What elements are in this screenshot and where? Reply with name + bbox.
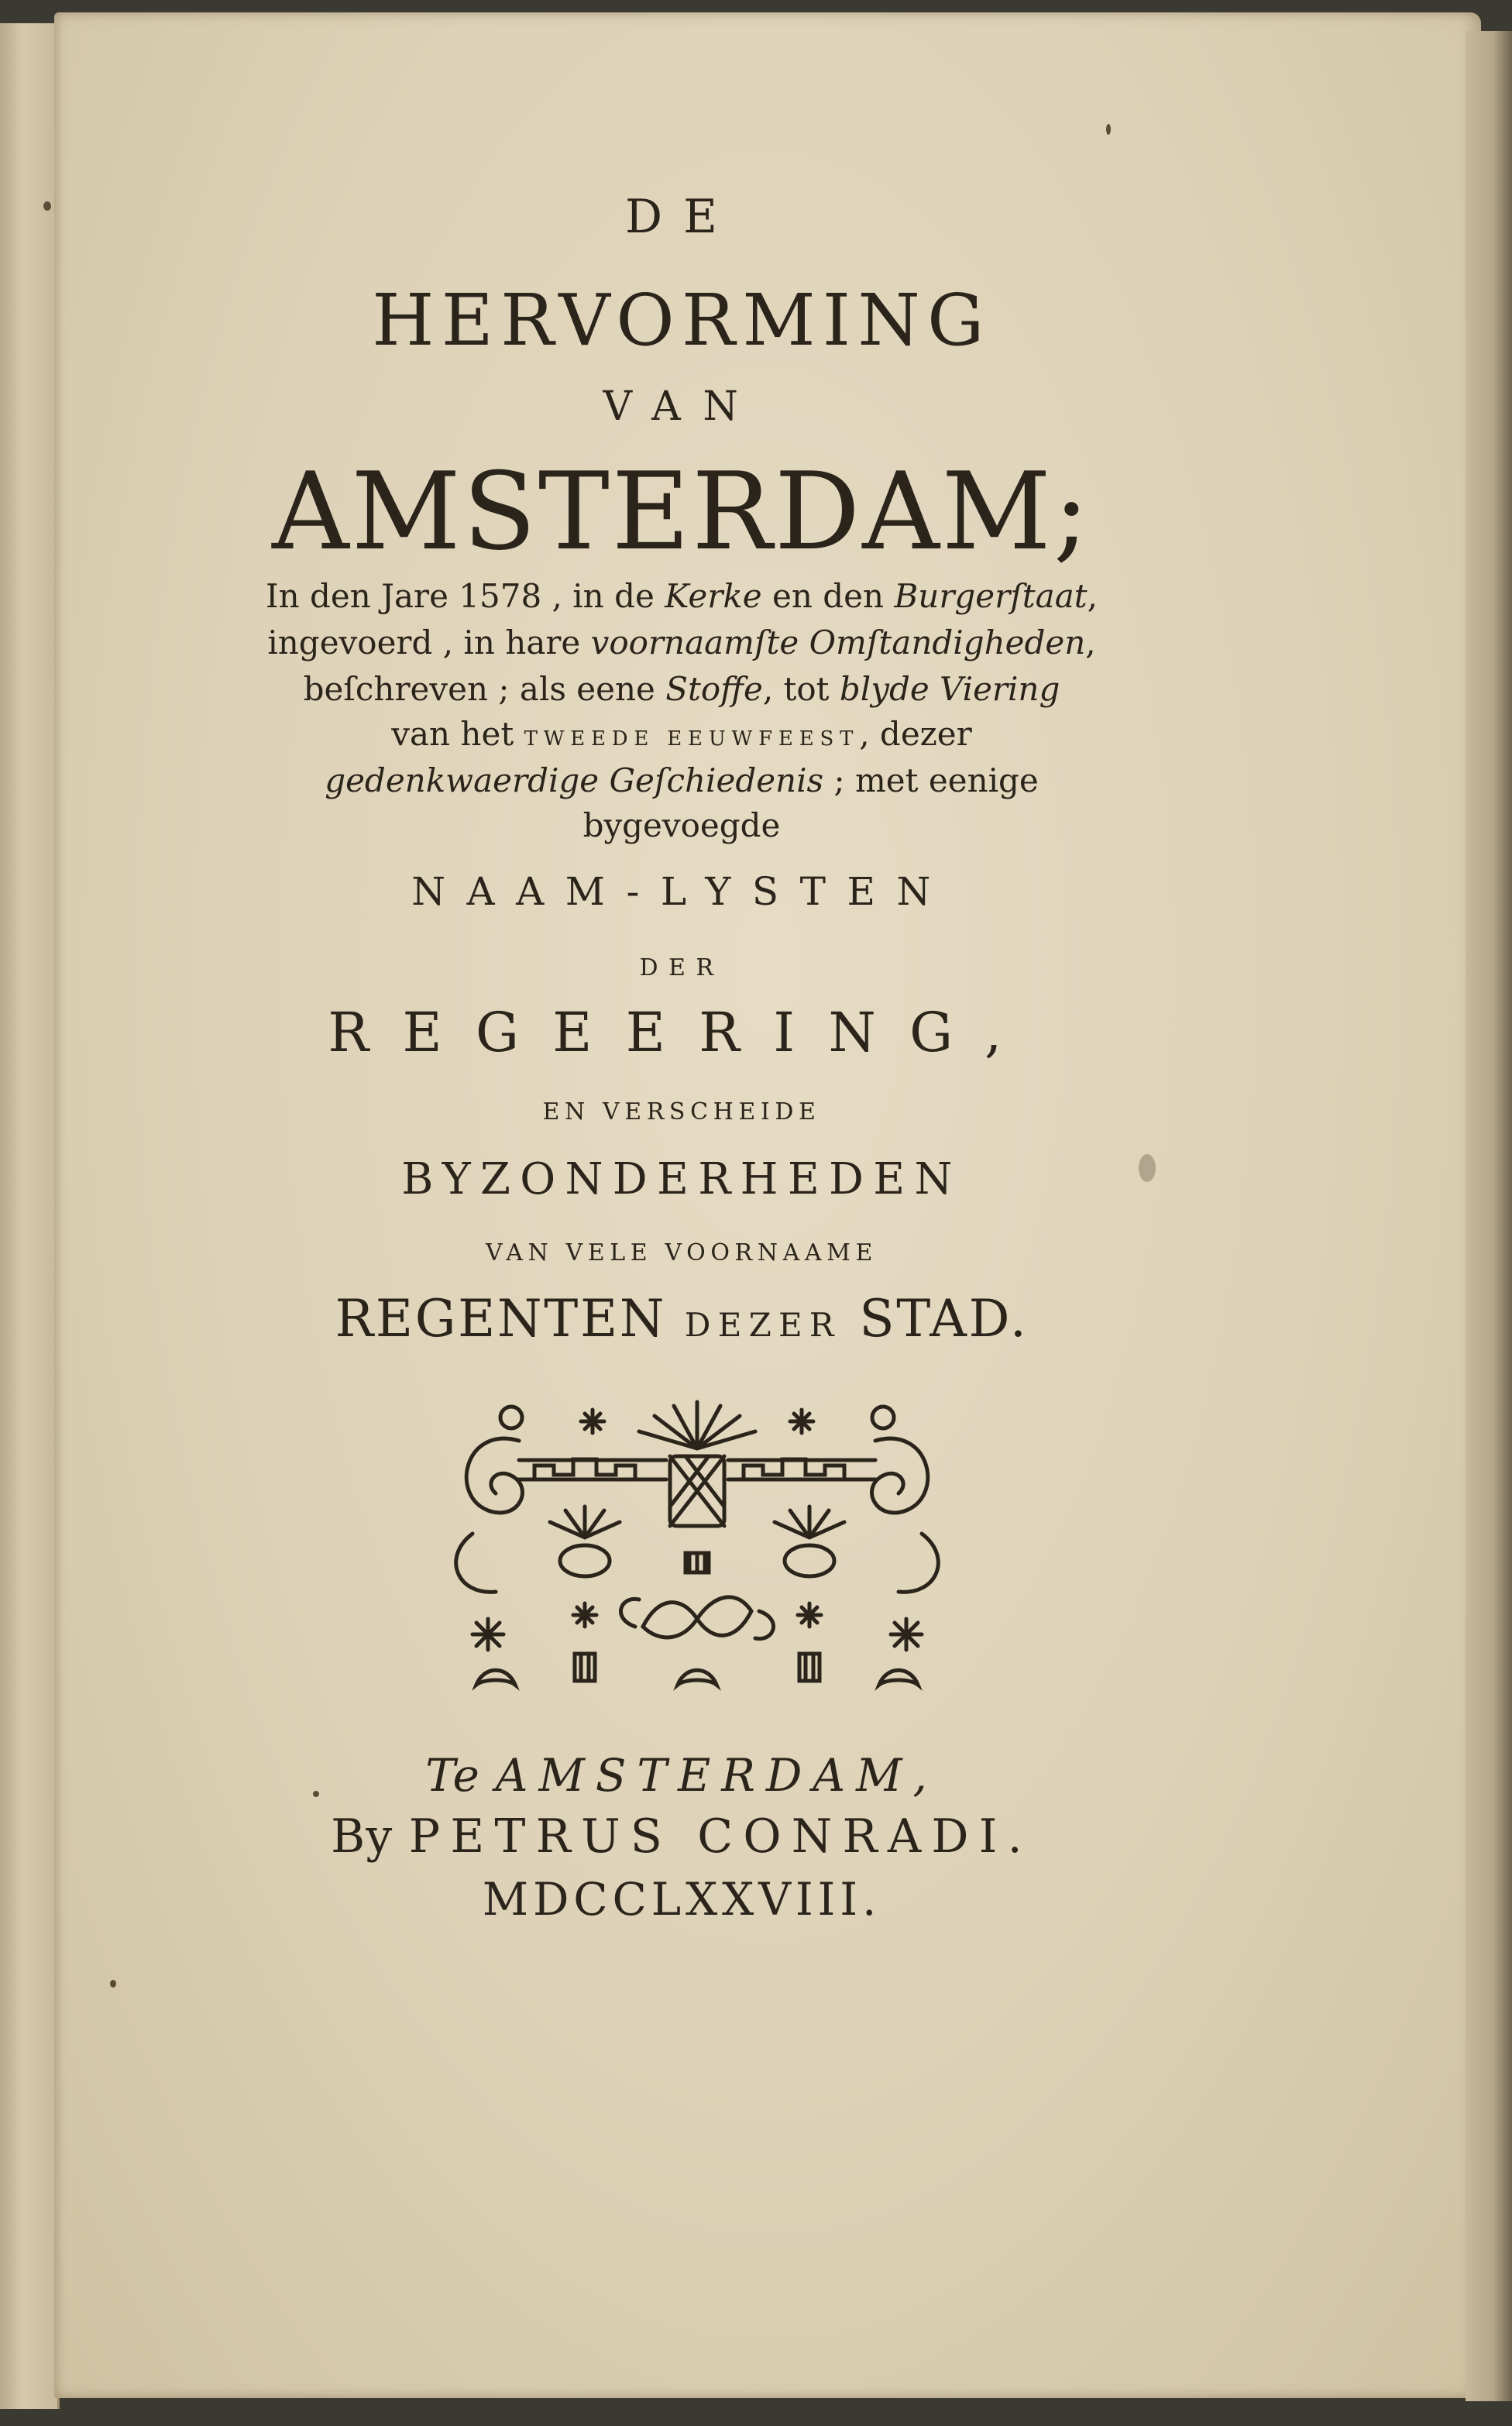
subtitle-line-5	[54, 758, 1309, 804]
subtitle-line-3	[54, 666, 1309, 713]
title-van-vele-voornaame: VAN VELE VOORNAAME	[486, 1239, 878, 1266]
subtitle-tweede-eeuwfeest: TWEEDE EEUWFEEST	[524, 727, 860, 751]
paper-stain	[1139, 1154, 1156, 1182]
subtitle-line-1-e: ,	[1087, 577, 1098, 615]
subtitle-line-5-b: ; met eenige	[823, 761, 1039, 799]
title-regenten-dezer-stad	[54, 1289, 1309, 1349]
imprint-petrus-conradi: PETRUS CONRADI.	[408, 1809, 1033, 1864]
title-word-de: DE	[625, 190, 738, 244]
page-edge-shadow	[1466, 31, 1512, 2401]
title-der: DER	[639, 954, 724, 981]
subtitle-line-2-c: ,	[1085, 624, 1096, 661]
paper-speck	[110, 1980, 116, 1988]
title-word-hervorming: HERVORMING	[372, 279, 991, 362]
imprint-by: By	[331, 1809, 409, 1864]
subtitle-line-4-c: , dezer	[859, 715, 972, 753]
subtitle-line-1-a: In den Jare 1578 , in de	[266, 577, 665, 615]
subtitle-line-2	[54, 620, 1309, 666]
subtitle-blyde-viering: blyde Viering	[839, 670, 1060, 708]
imprint-te: Te	[425, 1749, 496, 1802]
sunburst-top-icon	[639, 1402, 755, 1448]
imprint-printer	[54, 1809, 1309, 1864]
subtitle-omstandigheden: voornaamſte Omſtandigheden	[590, 624, 1086, 661]
title-dezer: DEZER	[684, 1306, 841, 1344]
subtitle-geschiedenis: gedenkwaerdige Geſchiedenis	[325, 761, 824, 799]
subtitle-line-3-c: , tot	[762, 670, 840, 708]
imprint-amsterdam: AMSTERDAM,	[495, 1749, 938, 1802]
subtitle-line-2-a: ingevoerd , in hare	[267, 624, 591, 661]
subtitle-line-6: bygevoegde	[582, 806, 781, 844]
subtitle-line-1-c: en den	[761, 577, 895, 615]
title-en-verscheide: EN VERSCHEIDE	[542, 1098, 821, 1125]
subtitle-stoffe: Stoffe	[665, 670, 763, 708]
title-regenten: REGENTEN	[335, 1289, 685, 1349]
title-byzonderheden: BYZONDERHEDEN	[401, 1154, 962, 1204]
subtitle-burgerstaat: Burgerſtaat	[894, 577, 1088, 615]
subtitle-kerke: Kerke	[665, 577, 762, 615]
title-word-amsterdam: AMSTERDAM;	[272, 449, 1091, 574]
imprint-year: MDCCLXXVIII.	[482, 1873, 881, 1926]
title-naam-lysten: NAAM-LYSTEN	[411, 869, 952, 914]
subtitle-line-4	[54, 711, 1309, 762]
title-regeering: REGEERING,	[328, 1001, 1036, 1064]
previous-leaf-edge	[0, 23, 60, 2409]
subtitle-line-4-a: van het	[391, 715, 524, 753]
paper-page	[54, 12, 1481, 2398]
paper-speck	[43, 201, 51, 211]
subtitle-line-1	[54, 573, 1309, 620]
subtitle-line-3-a: beſchreven ; als eene	[303, 670, 666, 708]
paper-speck	[1106, 124, 1111, 135]
paper-speck	[313, 1791, 319, 1797]
printers-ornament-icon	[403, 1394, 991, 1704]
title-word-van: VAN	[603, 383, 761, 430]
imprint-place	[54, 1749, 1309, 1802]
title-stad: STAD.	[840, 1289, 1029, 1349]
